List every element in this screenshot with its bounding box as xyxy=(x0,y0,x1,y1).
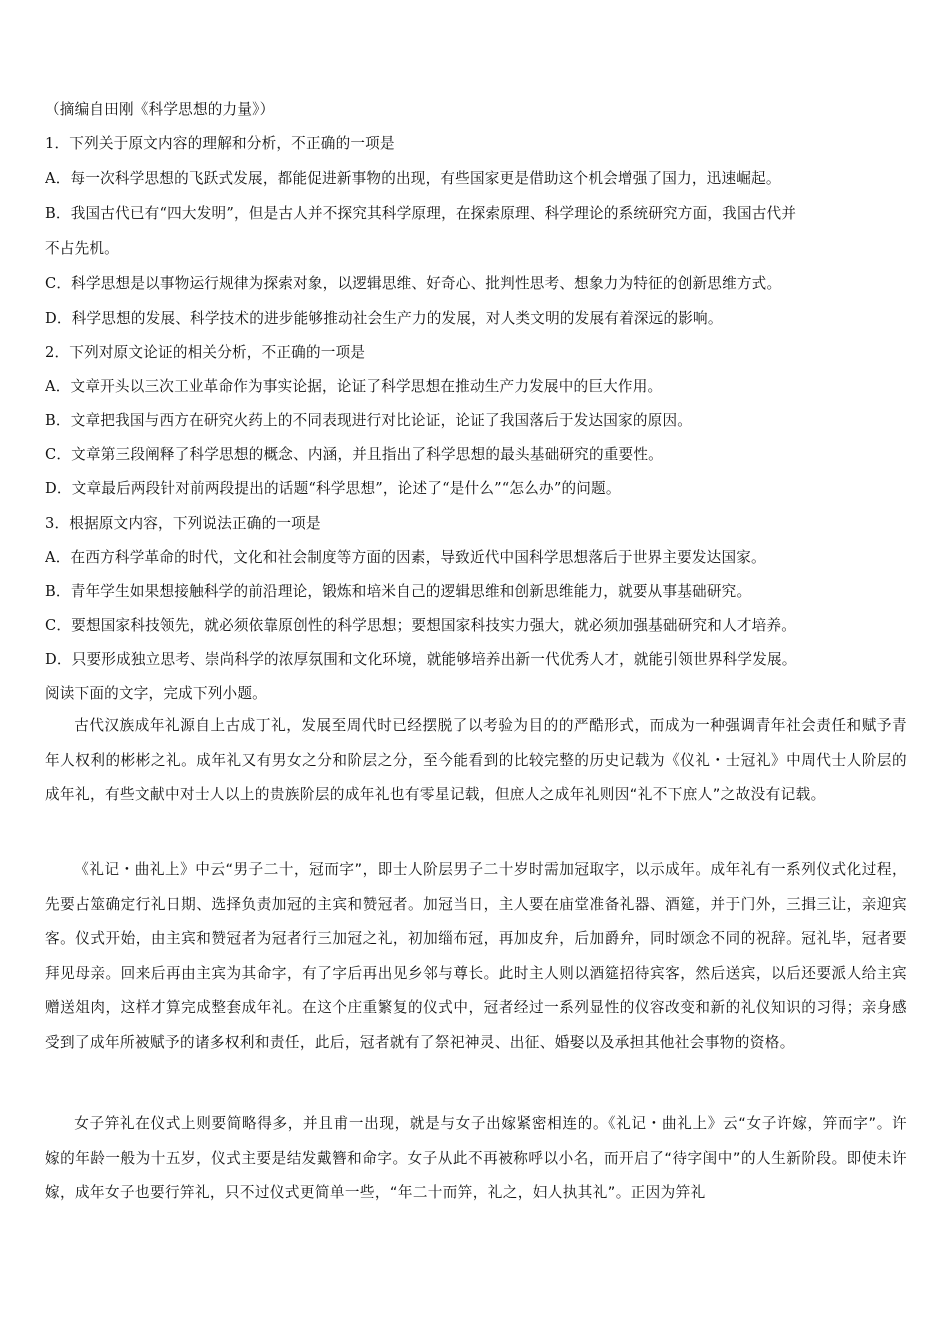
question-1-option-a: A．每一次科学思想的飞跃式发展，都能促进新事物的出现，有些国家更是借助这个机会增强了国力，迅速崛起。 xyxy=(45,170,781,187)
question-1-option-d: D．科学思想的发展、科学技术的进步能够推动社会生产力的发展，对人类文明的发展有着深远的影响。 xyxy=(45,310,723,327)
question-3-stem: 3．根据原文内容，下列说法正确的一项是 xyxy=(45,515,321,532)
question-2-option-c: C．文章第三段阐释了科学思想的概念、内涵，并且指出了科学思想的最头基础研究的重要性。 xyxy=(45,446,663,463)
question-1-stem: 1．下列关于原文内容的理解和分析，不正确的一项是 xyxy=(45,135,395,152)
reading-instruction: 阅读下面的文字，完成下列小题。 xyxy=(45,685,267,702)
question-3-option-a: A．在西方科学革命的时代，文化和社会制度等方面的因素，导致近代中国科学思想落后于世界主要发达国家。 xyxy=(45,549,766,566)
passage-paragraph-2: 《礼记・曲礼上》中云“男子二十，冠而字”，即士人阶层男子二十岁时需加冠取字，以示成年。成年礼有一系列仪式化过程，先要占筮确定行礼日期、选择负责加冠的主宾和赞冠者。加冠当日，主人要在庙堂准备礼器、酒筵，并于门外，三揖三让，亲迎宾客。仪式开始，由主宾和赞冠者为冠者行三加冠之礼，初加缁布冠，再加皮弁，后加爵弁，同时颂念不同的祝辞。冠礼毕，冠者要拜见母亲。回来后再由主宾为其命字，有了字后再出见乡邻与尊长。此时主人则以酒筵招待宾客，然后送宾，以后还要派人给主宾赠送俎肉，这样才算完成整套成年礼。在这个庄重繁复的仪式中，冠者经过一系列显性的仪容改变和新的礼仪知识的习得；亲身感受到了成年所被赋予的诸多权利和责任，此后，冠者就有了祭祀神灵、出征、婚娶以及承担其他社会事物的资格。 xyxy=(45,861,907,1051)
passage-paragraph-1: 古代汉族成年礼源自上古成丁礼，发展至周代时已经摆脱了以考验为目的的严酷形式，而成为一种强调青年社会责任和赋予青年人权利的彬彬之礼。成年礼又有男女之分和阶层之分，至今能看到的比较完整的历史记载为《仪礼・士冠礼》中周代士人阶层的成年礼，有些文献中对士人以上的贵族阶层的成年礼也有零星记载，但庶人之成年礼则因“礼不下庶人”之故没有记载。 xyxy=(45,717,907,804)
question-2-option-b: B．文章把我国与西方在研究火药上的不同表现进行对比论证，论证了我国落后于发达国家的原因。 xyxy=(45,412,693,429)
question-1-option-b: B．我国古代已有“四大发明”，但是古人并不探究其科学原理，在探索原理、科学理论的系统研究方面，我国古代并 xyxy=(45,205,797,222)
source-citation: （摘编自田刚《科学思想的力量》） xyxy=(45,101,275,118)
question-3-option-c: C．要想国家科技领先，就必须依靠原创性的科学思想；要想国家科技实力强大，就必须加强基础研究和人才培养。 xyxy=(45,617,797,634)
question-1-option-c: C．科学思想是以事物运行规律为探索对象，以逻辑思维、好奇心、批判性思考、想象力为特征的创新思维方式。 xyxy=(45,275,782,292)
question-2-stem: 2．下列对原文论证的相关分析，不正确的一项是 xyxy=(45,344,366,361)
passage-paragraph-3: 女子笄礼在仪式上则要简略得多，并且甫一出现，就是与女子出嫁紧密相连的。《礼记・曲礼上》云“女子许嫁，笄而字”。许嫁的年龄一般为十五岁，仪式主要是结发戴簪和命字。女子从此不再被称呼以小名，而开启了“待字闺中”的人生新阶段。即使未许嫁，成年女子也要行笄礼，只不过仪式更简单一些，“年二十而笄，礼之，妇人执其礼”。正因为笄礼 xyxy=(45,1115,907,1202)
question-2-option-d: D．文章最后两段针对前两段提出的话题“科学思想”，论述了“是什么”“怎么办”的问题。 xyxy=(45,480,621,497)
question-1-option-b-continued: 不占先机。 xyxy=(45,240,119,257)
question-3-option-d: D．只要形成独立思考、崇尚科学的浓厚氛围和文化环境，就能够培养出新一代优秀人才，就能引领世界科学发展。 xyxy=(45,651,797,668)
question-3-option-b: B．青年学生如果想接触科学的前沿理论，锻炼和培米自己的逻辑思维和创新思维能力，就要从事基础研究。 xyxy=(45,583,752,600)
question-2-option-a: A．文章开头以三次工业革命作为事实论据，论证了科学思想在推动生产力发展中的巨大作用。 xyxy=(45,378,663,395)
